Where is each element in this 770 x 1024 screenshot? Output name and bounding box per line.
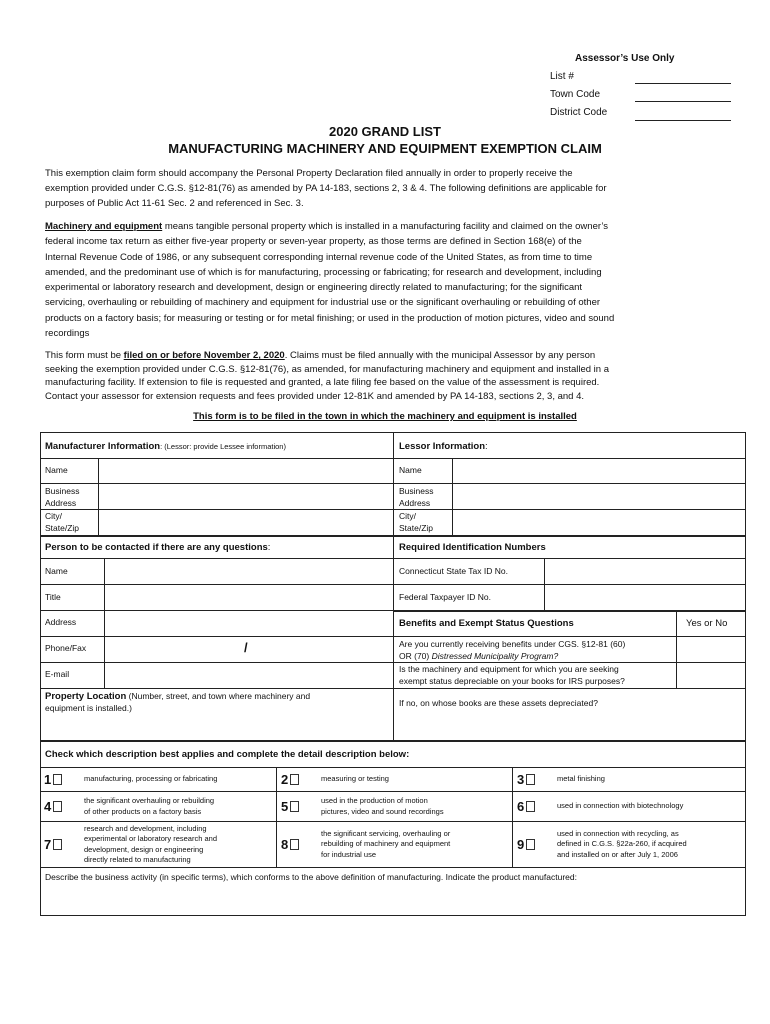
option-checkbox-4[interactable]	[53, 801, 62, 812]
mfr-city-label: City/ State/Zip	[45, 511, 80, 533]
ids-heading: Required Identification Numbers	[399, 542, 546, 553]
option-checkbox-2[interactable]	[290, 774, 299, 785]
option-number-6: 6	[517, 792, 535, 821]
option-checkbox-8[interactable]	[290, 839, 299, 850]
mfr-city-field[interactable]	[99, 509, 393, 535]
description-option-9[interactable]	[512, 821, 746, 867]
definition-term: Machinery and equipment	[45, 221, 163, 232]
benefits-answer-1[interactable]	[677, 636, 746, 662]
option-text-2: measuring or testing	[321, 774, 389, 784]
option-number-9: 9	[517, 822, 535, 867]
benefits-answer-2[interactable]	[677, 662, 746, 688]
describe-business-field[interactable]	[42, 886, 744, 914]
description-option-1[interactable]	[40, 767, 276, 791]
filing-text: This form must be filed on or before November 2, 2020. Claims must be filed annually with the municipal Assessor by any person seeking the exemption provided under C.G.S. §12-81(76), as amended, for manufacturing machinery and equipment and installed in a manufacturing facility. If extension to file is requested and granted, a late filing fee based on the value of the assessment is required. Contact your assessor for extension requests and fees provided under 12-81K and amended by PA 14-183, sections 2, 3, and 4.	[45, 350, 610, 402]
contact-email-field[interactable]	[105, 662, 393, 688]
option-number-2: 2	[281, 768, 299, 791]
contact-email-label: E-mail	[45, 669, 70, 679]
manufacturer-heading: Manufacturer Information: (Lessor: provide Lessee information)	[45, 441, 286, 452]
phone-fax-separator: /	[244, 640, 248, 655]
lessor-city-field[interactable]	[453, 509, 746, 535]
option-number-5: 5	[281, 792, 299, 821]
description-option-3[interactable]	[512, 767, 746, 791]
benefits-heading: Benefits and Exempt Status Questions	[399, 618, 574, 629]
mfr-address-field[interactable]	[99, 483, 393, 509]
contact-heading: Person to be contacted if there are any questions:	[45, 542, 271, 553]
description-option-2[interactable]	[276, 767, 512, 791]
option-checkbox-6[interactable]	[526, 801, 535, 812]
ct-tax-id-label: Connecticut State Tax ID No.	[399, 566, 508, 576]
option-text-9: used in connection with recycling, as defined in C.G.S. §22a-260, if acquired and installed on or after July 1, 2006	[557, 828, 687, 859]
lessor-heading: Lessor Information:	[399, 441, 488, 452]
lessor-name-label: Name	[399, 465, 422, 475]
option-checkbox-3[interactable]	[526, 774, 535, 785]
option-text-5: used in the production of motion pictures, video and sound recordings	[321, 796, 444, 816]
form-year-title: 2020 GRAND LIST	[329, 124, 441, 139]
option-text-4: the significant overhauling or rebuilding of other products on a factory basis	[84, 796, 215, 816]
filing-deadline: filed on or before November 2, 2020	[123, 350, 285, 361]
mfr-name-label: Name	[45, 465, 68, 475]
assessor-title: Assessor’s Use Only	[575, 53, 675, 64]
town-code-label: Town Code	[550, 89, 601, 100]
contact-phone-label: Phone/Fax	[45, 643, 87, 653]
option-checkbox-7[interactable]	[53, 839, 62, 850]
lessor-name-field[interactable]	[453, 458, 746, 483]
benefits-question-2: Is the machinery and equipment for which you are seeking exempt status depreciable on your books for IRS purposes?	[399, 664, 625, 686]
benefits-answer-3[interactable]	[394, 712, 746, 740]
mfr-name-field[interactable]	[99, 458, 393, 483]
descriptions-heading: Check which description best applies and complete the detail description below:	[45, 749, 410, 760]
benefits-question-3: If no, on whose books are these assets depreciated?	[399, 698, 598, 708]
fed-tax-id-label: Federal Taxpayer ID No.	[399, 592, 491, 602]
district-code-field[interactable]	[635, 120, 731, 121]
option-text-6: used in connection with biotechnology	[557, 801, 684, 811]
town-code-field[interactable]	[635, 101, 731, 102]
form-title: MANUFACTURING MACHINERY AND EQUIPMENT EXEMPTION CLAIM	[168, 141, 602, 156]
contact-name-label: Name	[45, 566, 68, 576]
contact-name-field[interactable]	[105, 558, 393, 584]
contact-title-label: Title	[45, 592, 61, 602]
description-option-4[interactable]	[40, 791, 276, 821]
property-location-field[interactable]	[41, 716, 393, 740]
option-number-1: 1	[44, 768, 62, 791]
option-number-3: 3	[517, 768, 535, 791]
list-label: List #	[550, 71, 574, 82]
list-field[interactable]	[635, 83, 731, 84]
ct-tax-id-field[interactable]	[545, 558, 746, 584]
option-text-8: the significant servicing, overhauling or rebuilding of machinery and equipment for industrial use	[321, 828, 451, 859]
option-number-8: 8	[281, 822, 299, 867]
mfr-business-address-label: Business Address	[45, 486, 80, 508]
contact-phone-field[interactable]	[105, 636, 393, 662]
district-code-label: District Code	[550, 107, 608, 118]
option-text-1: manufacturing, processing or fabricating	[84, 774, 218, 784]
option-number-4: 4	[44, 792, 62, 821]
intro-text: This exemption claim form should accompany the Personal Property Declaration filed annually in order to properly receive the exemption provided under C.G.S. §12-81(76) as amended by PA 14-183, sections 2, 3 & 4. The following definitions are applicable for purposes of Public Act 11-61 Sec. 2 and referenced in Sec. 3.	[45, 168, 607, 209]
fed-tax-id-field[interactable]	[545, 584, 746, 610]
lessor-address-field[interactable]	[453, 483, 746, 509]
lessor-city-label: City/ State/Zip	[399, 511, 434, 533]
lessor-business-address-label: Business Address	[399, 486, 434, 508]
description-option-8[interactable]	[276, 821, 512, 867]
contact-address-label: Address	[45, 617, 77, 627]
option-checkbox-5[interactable]	[290, 801, 299, 812]
description-option-6[interactable]	[512, 791, 746, 821]
contact-address-field[interactable]	[105, 610, 393, 636]
option-checkbox-9[interactable]	[526, 839, 535, 850]
contact-title-field[interactable]	[105, 584, 393, 610]
yes-no-header: Yes or No	[686, 618, 728, 629]
description-option-7[interactable]	[40, 821, 276, 867]
property-location-label: Property Location (Number, street, and town where machinery and equipment is installed.)	[45, 691, 311, 713]
describe-business-label: Describe the business activity (in specific terms), which conforms to the above definition of manufacturing. Indicate the product manufactured:	[45, 872, 577, 882]
option-number-7: 7	[44, 822, 62, 867]
option-checkbox-1[interactable]	[53, 774, 62, 785]
benefits-question-1: Are you currently receiving benefits under CGS. §12-81 (60) OR (70) Distressed Municipality Program?	[399, 639, 626, 661]
description-option-5[interactable]	[276, 791, 512, 821]
option-text-7: research and development, including experimental or laboratory research and development, design or engineering directly related to manufacturing	[84, 823, 217, 864]
option-text-3: metal finishing	[557, 774, 605, 784]
filing-notice: This form is to be filed in the town in which the machinery and equipment is installed	[193, 411, 577, 422]
definition-text: Machinery and equipment means tangible personal property which is installed in a manufacturing facility and claimed on the owner’s federal income tax return as either five-year property or seven-year property, as those terms are defined in Section 168(e) of the Internal Revenue Code of 1986, or any subsequent corresponding internal revenue code of the United States, as from time to time amended, and the predominant use of which is for manufacturing, processing or fabricating; for research and development, including experimental or laboratory research and development, design or engineering directly related to manufacturing; for the significant servicing, overhauling or rebuilding of machinery and equipment for industrial use or the significant overhauling or rebuilding of other products on a factory basis; for measuring or testing or for metal finishing; or used in the production of motion pictures, video and sound recordings	[45, 221, 615, 340]
